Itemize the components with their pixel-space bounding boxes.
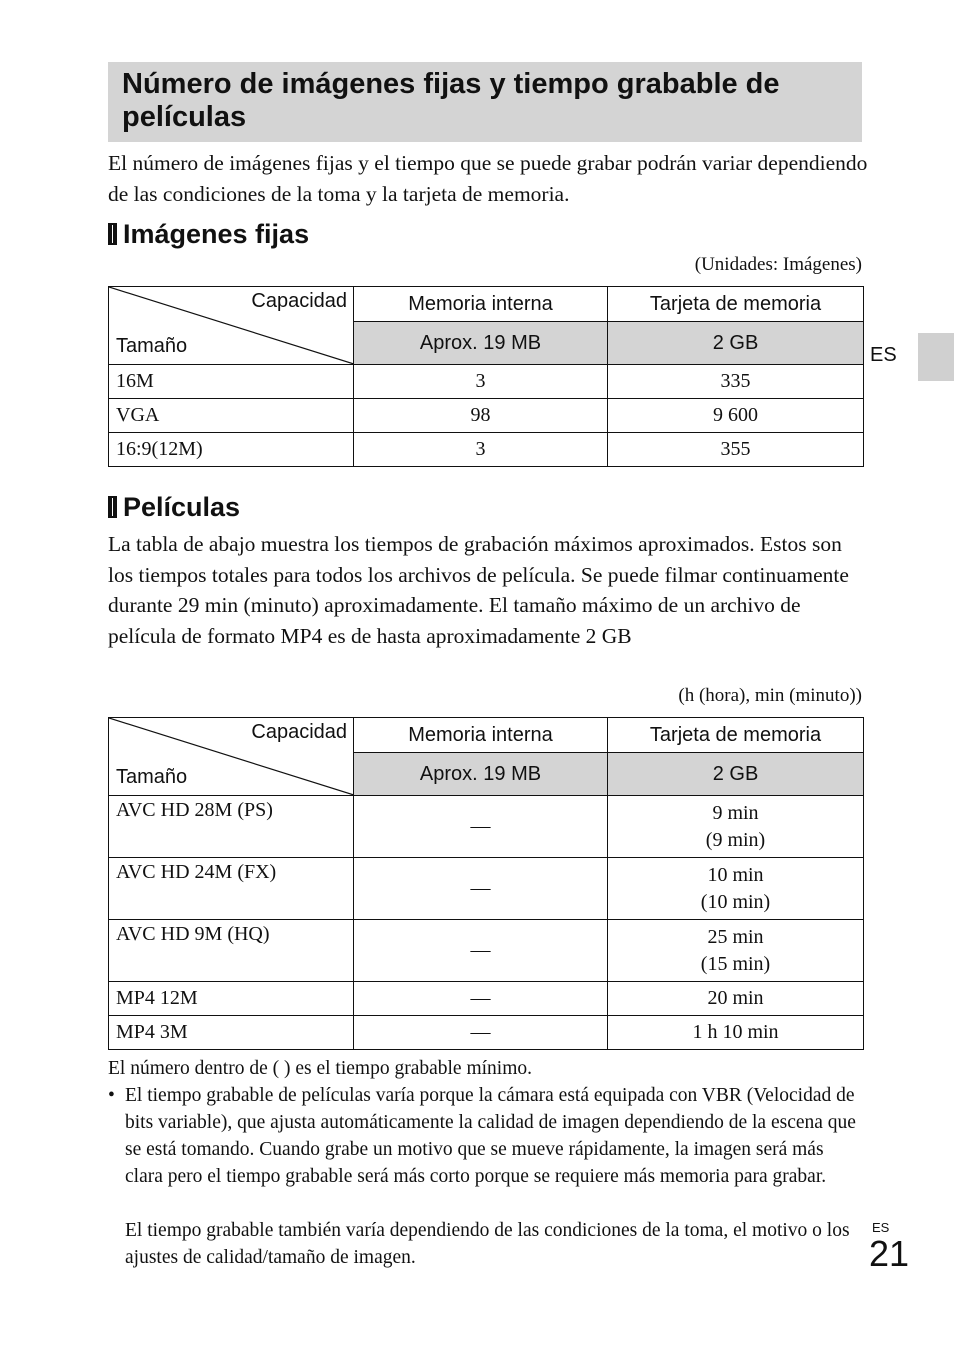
still-table: [108, 286, 864, 467]
card-time: 25 min: [707, 925, 764, 948]
table-row: [109, 365, 864, 399]
card-cell: [608, 920, 864, 982]
card-min-time: (9 min): [705, 828, 766, 851]
size-cell: 16:9(12M): [109, 433, 354, 467]
size-cell: AVC HD 24M (FX): [109, 858, 354, 920]
table-row: [109, 796, 864, 858]
size-cell: 16M: [109, 365, 354, 399]
still-heading-text: Imágenes fijas: [123, 219, 310, 249]
card-cell: 9 600: [608, 399, 864, 433]
still-header-diagonal: [109, 287, 354, 365]
internal-memory-header: Memoria interna: [354, 718, 608, 753]
memory-card-header: Tarjeta de memoria: [608, 287, 864, 322]
size-label: Tamaño: [116, 335, 188, 357]
card-time: 9 min: [712, 801, 759, 824]
page-title: Número de imágenes fijas y tiempo grabable de películas: [122, 68, 780, 133]
internal-cell: —: [354, 982, 608, 1016]
still-units: (Unidades: Imágenes): [694, 254, 862, 275]
vbr-note: El tiempo grabable de películas varía porque la cámara está equipada con VBR (Velocidad de bits variable), que ajusta automáticamente la calidad de imagen dependiendo de la escena que se está tomando. Cuando grabe un motivo que se mueve rápidamente, la imagen será más clara pero el tiempo grabable será más corto porque se requiere más memoria para grabar.: [125, 1085, 856, 1187]
size-cell: VGA: [109, 399, 354, 433]
table-row: [109, 982, 864, 1016]
size-cell: AVC HD 9M (HQ): [109, 920, 354, 982]
internal-cell: —: [354, 1016, 608, 1050]
internal-size-header: Aprox. 19 MB: [354, 322, 608, 365]
card-cell: [608, 796, 864, 858]
card-cell: 355: [608, 433, 864, 467]
memory-card-header: Tarjeta de memoria: [608, 718, 864, 753]
movies-header-diagonal: [109, 718, 354, 796]
title-box: [108, 62, 862, 142]
card-time: 10 min: [707, 863, 764, 886]
card-cell: [608, 858, 864, 920]
internal-cell: 98: [354, 399, 608, 433]
card-size-header: 2 GB: [608, 753, 864, 796]
table-row: [109, 858, 864, 920]
movies-paragraph: La tabla de abajo muestra los tiempos de grabación máximos aproximados. Estos son los tiempos totales para todos los archivos de película. Se puede filmar continuamente durante 29 min (minuto) aproximadamente. El tamaño máximo de un archivo de película de formato MP4 es de hasta aproximadamente 2 GB: [108, 532, 849, 648]
capacity-label: Capacidad: [251, 290, 347, 312]
table-row: [109, 920, 864, 982]
card-cell: 1 h 10 min: [608, 1016, 864, 1050]
movies-heading-text: Películas: [123, 492, 241, 522]
internal-cell: 3: [354, 433, 608, 467]
still-heading: [108, 218, 309, 250]
min-time-note: El número dentro de ( ) es el tiempo grabable mínimo.: [108, 1058, 533, 1079]
intro-paragraph: El número de imágenes fijas y el tiempo que se puede grabar podrán variar dependiendo de las condiciones de la toma y la tarjeta de memoria.: [108, 151, 868, 206]
card-min-time: (15 min): [700, 952, 771, 975]
movies-table: [108, 717, 864, 1050]
card-min-time: (10 min): [700, 890, 771, 913]
movies-units: (h (hora), min (minuto)): [678, 685, 862, 706]
internal-cell: —: [354, 796, 608, 858]
page-number: 21: [869, 1233, 910, 1274]
size-cell: MP4 12M: [109, 982, 354, 1016]
section-marker-icon: [108, 496, 117, 518]
internal-cell: —: [354, 920, 608, 982]
internal-cell: 3: [354, 365, 608, 399]
table-row: [109, 399, 864, 433]
internal-cell: —: [354, 858, 608, 920]
card-cell: 335: [608, 365, 864, 399]
size-cell: MP4 3M: [109, 1016, 354, 1050]
size-cell: AVC HD 28M (PS): [109, 796, 354, 858]
card-size-header: 2 GB: [608, 322, 864, 365]
internal-size-header: Aprox. 19 MB: [354, 753, 608, 796]
movies-heading: [108, 491, 240, 523]
language-tab-label: ES: [870, 344, 897, 366]
footer-language: ES: [872, 1220, 890, 1235]
size-label: Tamaño: [116, 766, 188, 788]
language-tab: [918, 333, 954, 381]
bullet-icon: •: [108, 1085, 115, 1106]
capacity-label: Capacidad: [251, 721, 347, 743]
table-row: [109, 433, 864, 467]
internal-memory-header: Memoria interna: [354, 287, 608, 322]
card-cell: 20 min: [608, 982, 864, 1016]
vbr-note-continued: El tiempo grabable también varía dependiendo de las condiciones de la toma, el motivo o los ajustes de calidad/tamaño de imagen.: [125, 1220, 850, 1268]
table-row: [109, 1016, 864, 1050]
section-marker-icon: [108, 223, 117, 245]
